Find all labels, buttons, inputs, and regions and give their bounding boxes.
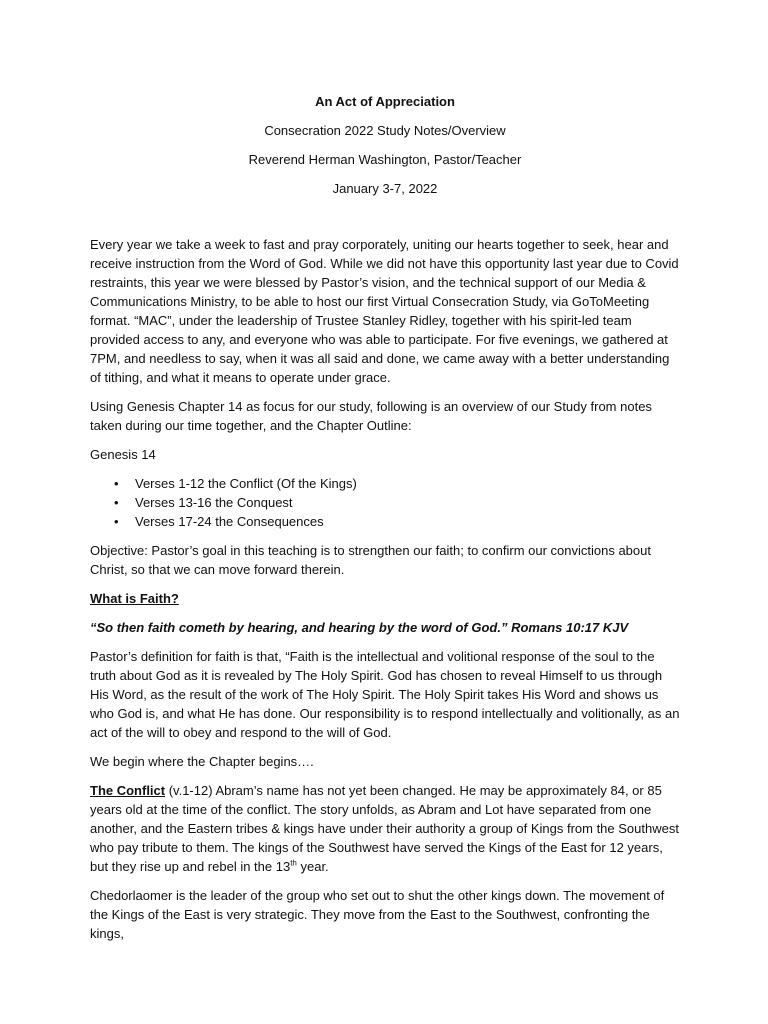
faith-heading: What is Faith? (90, 591, 179, 606)
document-title: An Act of Appreciation (315, 94, 455, 109)
outline-item: • Verses 13-16 the Conquest (135, 493, 680, 512)
outline-item: • Verses 1-12 the Conflict (Of the Kings) (135, 474, 680, 493)
objective-paragraph: Objective: Pastor’s goal in this teaching is to strengthen our faith; to confirm our convictions about Christ, so that we can move forward therein. (90, 543, 651, 577)
chedorlaomer-paragraph: Chedorlaomer is the leader of the group who set out to shut the other kings down. The movement of the Kings of the East is very strategic. They move from the East to the Southwest, confronting the kings, (90, 888, 665, 941)
document-page (90, 92, 680, 953)
scripture-quote: “So then faith cometh by hearing, and hearing by the word of God.” Romans 10:17 KJV (90, 620, 629, 635)
outline-item: • Verses 17-24 the Consequences (135, 512, 680, 531)
intro-paragraph: Every year we take a week to fast and pray corporately, uniting our hearts together to seek, hear and receive instruction from the Word of God. While we did not have this opportunity last year due to Covid restraints, this year we were blessed by Pastor’s vision, and the technical support of our Media & Communications Ministry, to be able to host our first Virtual Consecration Study, via GoToMeeting format. “MAC”, under the leadership of Trustee Stanley Ridley, together with his spirit-led team provided access to any, and everyone who was able to participate. For five evenings, we gathered at 7PM, and needless to say, when it was all said and done, we came away with a better understanding of tithing, and what it means to operate under grace. (90, 237, 679, 385)
focus-paragraph: Using Genesis Chapter 14 as focus for our study, following is an overview of our Study from notes taken during our time together, and the Chapter Outline: (90, 399, 652, 433)
document-subtitle: Consecration 2022 Study Notes/Overview (264, 123, 506, 138)
chapter-outline-list (90, 474, 680, 531)
conflict-text-end: year. (296, 859, 329, 874)
chapter-label: Genesis 14 (90, 447, 156, 462)
conflict-text: (v.1-12) Abram’s name has not yet been changed. He may be approximately 84, or 85 years old at the time of the conflict. The story unfolds, as Abram and Lot have separated from one another, and the Eastern tribes & kings have under their authority a group of Kings from the Southwest who pay tribute to them. The kings of the Southwest have served the Kings of the East for 12 years, but they rise up and rebel in the 13 (90, 783, 679, 874)
begin-paragraph: We begin where the Chapter begins…. (90, 754, 314, 769)
date-line: January 3-7, 2022 (332, 181, 438, 196)
conflict-paragraph (90, 781, 680, 876)
definition-paragraph: Pastor’s definition for faith is that, “Faith is the intellectual and volitional response of the soul to the truth about God as it is revealed by The Holy Spirit. God has chosen to reveal Himself to us through His Word, as the result of the work of The Holy Spirit. The Holy Spirit takes His Word and shows us who God is, and what He has done. Our responsibility is to respond intellectually and volitionally, as an act of the will to obey and respond to the will of God. (90, 649, 680, 740)
author-line: Reverend Herman Washington, Pastor/Teacher (248, 152, 522, 167)
ordinal-superscript: th (290, 858, 297, 868)
conflict-heading: The Conflict (90, 783, 166, 798)
